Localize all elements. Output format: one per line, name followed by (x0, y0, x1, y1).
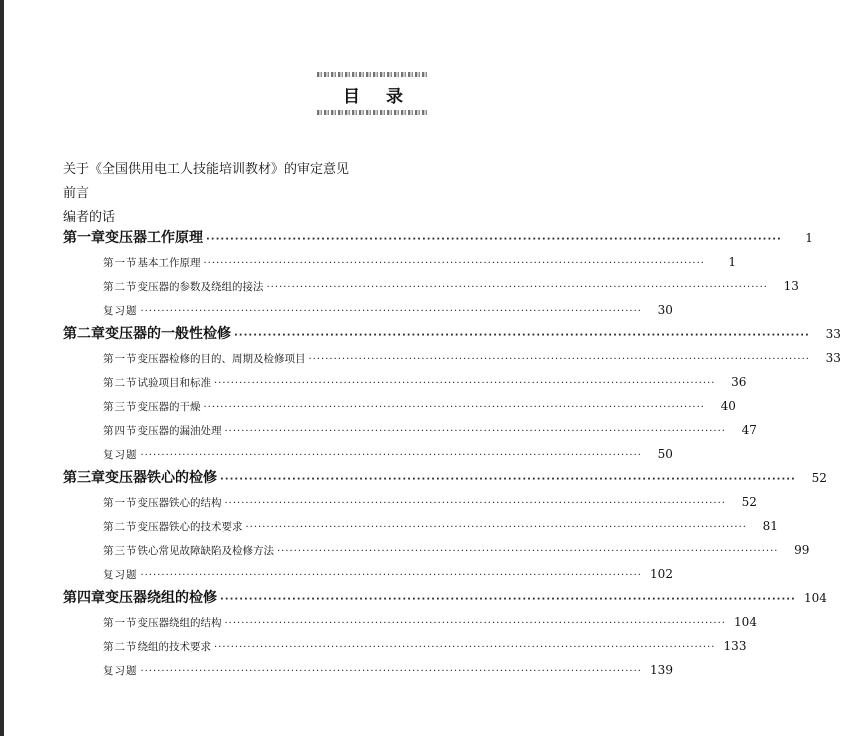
toc-entry-number: 第一节 (103, 497, 138, 509)
toc-entry-title: 变压器的漏油处理 (137, 425, 222, 437)
dot-leader: ························································································································ (140, 450, 642, 461)
dot-leader: ························································································································ (245, 522, 747, 533)
toc-chapter-row[interactable] (63, 322, 841, 346)
toc-page-number: 104 (734, 615, 757, 629)
toc-entry-number: 第三章 (63, 470, 105, 486)
toc-entry-title: 基本工作原理 (137, 257, 201, 269)
title-decor-top (317, 72, 429, 77)
toc-entry-number: 第二节 (103, 281, 138, 293)
toc-page-number: 40 (720, 399, 736, 413)
toc-title-block (317, 72, 429, 120)
dot-leader: ························································································································ (214, 642, 716, 653)
toc-page-number: 36 (731, 375, 747, 389)
toc-entry-number: 第二章 (63, 326, 105, 342)
toc-section-row[interactable] (63, 562, 673, 586)
toc-entry-number: 第四章 (63, 590, 105, 606)
toc-section-row[interactable] (63, 442, 673, 466)
toc-section-row[interactable] (63, 298, 673, 322)
toc-page-number: 102 (650, 567, 673, 581)
dot-leader: ························································································································ (140, 666, 642, 677)
title-decor-bottom (317, 110, 429, 115)
toc-entry-title: 铁心常见故障缺陷及检修方法 (137, 545, 274, 557)
dot-leader: ························································································································ (224, 426, 726, 437)
dot-leader: ························································································································ (214, 378, 716, 389)
dot-leader: ························································································································ (220, 594, 796, 605)
toc-entry-title: 变压器的一般性检修 (105, 326, 231, 342)
toc-page-number: 33 (825, 327, 841, 341)
toc-entry-title: 变压器绕组的检修 (105, 590, 217, 606)
toc-section-row[interactable] (63, 346, 841, 370)
dot-leader: ························································································································ (206, 234, 782, 245)
toc-entry-title: 变压器的干燥 (137, 401, 201, 413)
toc-entry-number: 第四节 (103, 425, 138, 437)
toc-entry-number: 复习题 (103, 305, 138, 317)
toc-entry-number: 复习题 (103, 569, 138, 581)
toc-entry-number: 第二节 (103, 377, 138, 389)
toc-entry-number: 第一节 (103, 353, 138, 365)
toc-section-row[interactable] (63, 370, 747, 394)
page-binding-edge (0, 0, 4, 736)
toc-page-number: 50 (657, 447, 673, 461)
toc-chapter-row[interactable] (63, 466, 827, 490)
toc-entry-number: 复习题 (103, 665, 138, 677)
toc-page-number: 47 (741, 423, 757, 437)
toc-page-number: 99 (794, 543, 810, 557)
toc-page-number: 52 (811, 471, 827, 485)
toc-section-row[interactable] (63, 634, 747, 658)
toc-section-row[interactable] (63, 274, 799, 298)
dot-leader: ························································································································ (203, 402, 705, 413)
toc-entry-title: 变压器铁心的结构 (137, 497, 222, 509)
toc-entry-title: 变压器工作原理 (105, 230, 203, 246)
toc-page-number: 139 (650, 663, 673, 677)
toc-page-number: 81 (762, 519, 778, 533)
page-title: 目 录 (343, 87, 413, 107)
toc-page-number: 30 (657, 303, 673, 317)
dot-leader: ························································································································ (277, 546, 779, 557)
front-matter-item[interactable]: 关于《全国供用电工人技能培训教材》的审定意见 (63, 162, 350, 177)
toc-entry-title: 变压器绕组的结构 (137, 617, 222, 629)
toc-page-number: 13 (783, 279, 799, 293)
toc-section-row[interactable] (63, 610, 757, 634)
toc-entry-number: 第三节 (103, 545, 138, 557)
toc-entry-number: 复习题 (103, 449, 138, 461)
toc-entry-title: 试验项目和标准 (137, 377, 211, 389)
dot-leader: ························································································································ (203, 258, 705, 269)
toc-page-number: 52 (741, 495, 757, 509)
toc-page-number: 133 (723, 639, 747, 653)
toc-entry-title: 变压器铁心的检修 (105, 470, 217, 486)
toc-entry-number: 第二节 (103, 641, 138, 653)
toc-page-number: 33 (825, 351, 841, 365)
toc-chapter-row[interactable] (63, 226, 813, 250)
toc-section-row[interactable] (63, 250, 736, 274)
front-matter-list (63, 158, 349, 230)
dot-leader: ························································································································ (234, 330, 810, 341)
toc-section-row[interactable] (63, 514, 778, 538)
toc-page-number: 1 (728, 255, 736, 269)
dot-leader: ························································································································ (140, 570, 642, 581)
dot-leader: ························································································································ (224, 498, 726, 509)
front-matter-item[interactable]: 前言 (63, 186, 90, 201)
toc-entry-number: 第二节 (103, 521, 138, 533)
toc-entry-number: 第三节 (103, 401, 138, 413)
toc-section-row[interactable] (63, 394, 736, 418)
toc-entry-title: 变压器的参数及绕组的接法 (137, 281, 264, 293)
table-of-contents (63, 226, 841, 682)
toc-entry-title: 变压器检修的目的、周期及检修项目 (137, 353, 306, 365)
toc-section-row[interactable] (63, 490, 757, 514)
toc-section-row[interactable] (63, 538, 810, 562)
front-matter-item[interactable]: 编者的话 (63, 210, 116, 225)
toc-entry-title: 绕组的技术要求 (137, 641, 211, 653)
dot-leader: ························································································································ (308, 354, 810, 365)
toc-section-row[interactable] (63, 418, 757, 442)
dot-leader: ························································································································ (266, 282, 768, 293)
toc-entry-number: 第一章 (63, 230, 105, 246)
toc-entry-number: 第一节 (103, 257, 138, 269)
toc-page-number: 104 (803, 591, 827, 605)
dot-leader: ························································································································ (220, 474, 796, 485)
toc-page-number: 1 (805, 231, 813, 245)
toc-entry-title: 变压器铁心的技术要求 (137, 521, 243, 533)
toc-chapter-row[interactable] (63, 586, 827, 610)
dot-leader: ························································································································ (140, 306, 642, 317)
toc-section-row[interactable] (63, 658, 673, 682)
toc-entry-number: 第一节 (103, 617, 138, 629)
dot-leader: ························································································································ (224, 618, 726, 629)
